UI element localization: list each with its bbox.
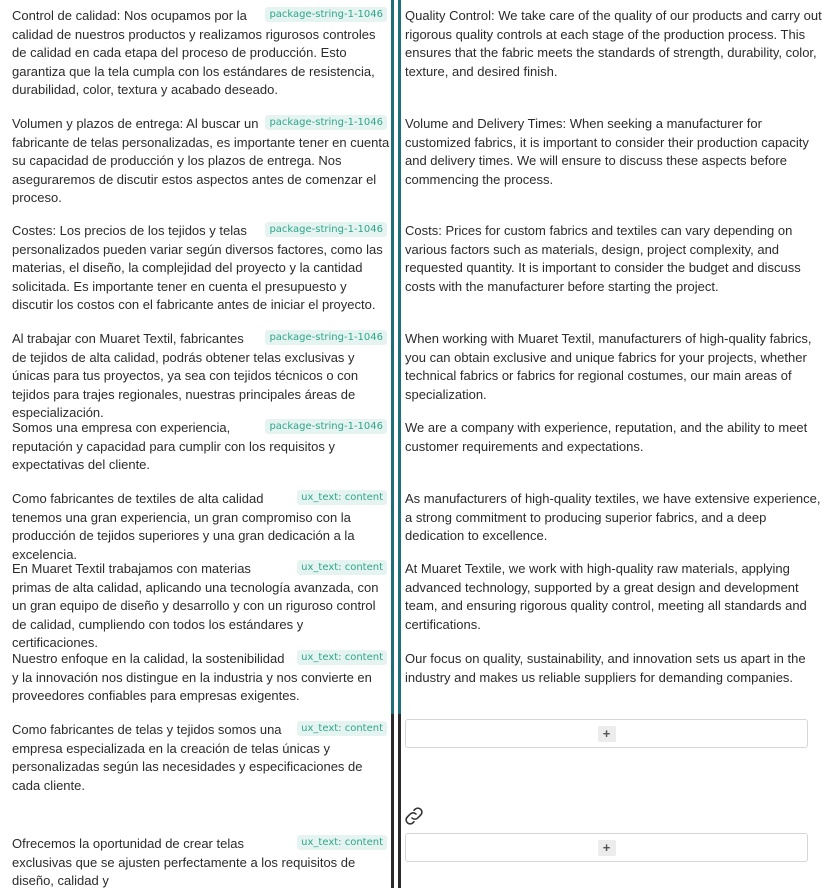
add-translation-button[interactable]: +: [598, 726, 616, 742]
string-key-tag: ux_text: content: [297, 560, 387, 575]
source-text: ux_text: content En Muaret Textil trabajamos con materias primas de alta calidad, aplicando una tecnología avanzada, con un gran equipo de diseño y desarrollo y con un riguroso control de calidad, cumpliendo con todos los estándares y certificaciones.: [0, 553, 394, 643]
segment-row[interactable]: [0, 643, 836, 714]
string-key-tag: ux_text: content: [297, 721, 387, 736]
target-text[interactable]: At Muaret Textile, we work with high-quality raw materials, applying advanced technology, supported by a great design and development team, and ensuring rigorous quality control, meeting all standards and certifications.: [398, 553, 836, 643]
string-key-tag: package-string-1-1046: [265, 115, 387, 130]
source-text: ux_text: content Como fabricantes de textiles de alta calidad tenemos una gran experiencia, un gran compromiso con la producción de tejidos superiores y una gran dedicación a la excelencia.: [0, 483, 394, 553]
segment-row[interactable]: [0, 0, 836, 108]
segment-row[interactable]: [0, 323, 836, 421]
target-text[interactable]: Quality Control: We take care of the quality of our products and carry out rigorous quality controls at each stage of the production process. This ensures that the fabric meets the standards of strength, durability, color, texture, and desired finish.: [398, 0, 836, 108]
target-text[interactable]: When working with Muaret Textil, manufacturers of high-quality fabrics, you can obtain exclusive and unique fabrics for your projects, whether technical fabrics or fabrics for regional costumes, our main areas of specialization.: [398, 323, 836, 412]
string-key-tag: package-string-1-1046: [265, 330, 387, 345]
source-text: ux_text: content Como fabricantes de telas y tejidos somos una empresa especializada en la creación de telas únicas y personalizadas según las necesidades y especificaciones de cada cliente.: [0, 714, 394, 828]
string-key-tag: package-string-1-1046: [265, 419, 387, 434]
source-text: package-string-1-1046 Volumen y plazos de entrega: Al buscar un fabricante de telas personalizadas, es importante tener en cuenta su capacidad de producción y los plazos de entrega. Nos aseguraremos de discutir estos aspectos antes de comenzar el proceso.: [0, 108, 394, 215]
segment-row[interactable]: [0, 108, 836, 215]
target-text[interactable]: As manufacturers of high-quality textiles, we have extensive experience, a strong commitment to producing superior fabrics, and a deep dedication to excellence.: [398, 483, 836, 553]
add-translation-box[interactable]: [405, 833, 808, 862]
segment-row[interactable]: [0, 483, 836, 562]
target-text[interactable]: We are a company with experience, reputation, and the ability to meet customer requirements and expectations.: [398, 412, 836, 483]
source-text: ux_text: content Ofrecemos la oportunidad de crear telas exclusivas que se ajusten perfectamente a los requisitos de diseño, calidad y: [0, 828, 394, 888]
add-translation-button[interactable]: +: [598, 840, 616, 856]
add-translation-box[interactable]: [405, 719, 808, 748]
source-text: ux_text: content Nuestro enfoque en la calidad, la sostenibilidad y la innovación nos distingue en la industria y nos convierte en proveedores confiables para empresas exigentes.: [0, 643, 394, 714]
segment-row-untranslated[interactable]: [0, 828, 836, 888]
segment-row[interactable]: [0, 215, 836, 323]
source-text: package-string-1-1046 Al trabajar con Muaret Textil, fabricantes de tejidos de alta calidad, podrás obtener telas exclusivas y únicas para tus proyectos, ya sea con tejidos técnicos o con tejidos para trajes regionales, nuestras principales áreas de especialización.: [0, 323, 394, 412]
segment-row[interactable]: [0, 553, 836, 651]
link-icon[interactable]: [402, 804, 426, 828]
target-cell: [398, 714, 836, 828]
source-text: package-string-1-1046 Control de calidad: Nos ocupamos por la calidad de nuestros productos y realizamos rigurosos controles de calidad en cada etapa del proceso de producción. Esto garantiza que la tela cumpla con los estándares de resistencia, durabilidad, color, textura y acabado deseado.: [0, 0, 394, 108]
source-text: package-string-1-1046 Costes: Los precios de los tejidos y telas personalizados pueden variar según diversos factores, como las materias, el diseño, la complejidad del proyecto y la cantidad solicitada. Es importante tener en cuenta el presupuesto y discutir los costos con el fabricante antes de iniciar el proyecto.: [0, 215, 394, 323]
target-text[interactable]: Costs: Prices for custom fabrics and textiles can vary depending on various factors such as materials, design, project complexity, and requested quantity. It is important to consider the budget and discuss costs with the manufacturer before starting the project.: [398, 215, 836, 323]
segment-row[interactable]: [0, 412, 836, 483]
source-text: package-string-1-1046 Somos una empresa con experiencia, reputación y capacidad para cumplir con los requisitos y expectativas del cliente.: [0, 412, 394, 483]
target-text[interactable]: Volume and Delivery Times: When seeking a manufacturer for customized fabrics, it is important to consider their production capacity and delivery times. We will ensure to discuss these aspects before commencing the process.: [398, 108, 836, 215]
string-key-tag: package-string-1-1046: [265, 222, 387, 237]
string-key-tag: ux_text: content: [297, 650, 387, 665]
target-cell: [398, 828, 836, 888]
string-key-tag: package-string-1-1046: [265, 7, 387, 22]
string-key-tag: ux_text: content: [297, 490, 387, 505]
string-key-tag: ux_text: content: [297, 835, 387, 850]
target-text[interactable]: Our focus on quality, sustainability, and innovation sets us apart in the industry and makes us reliable suppliers for demanding companies.: [398, 643, 836, 714]
